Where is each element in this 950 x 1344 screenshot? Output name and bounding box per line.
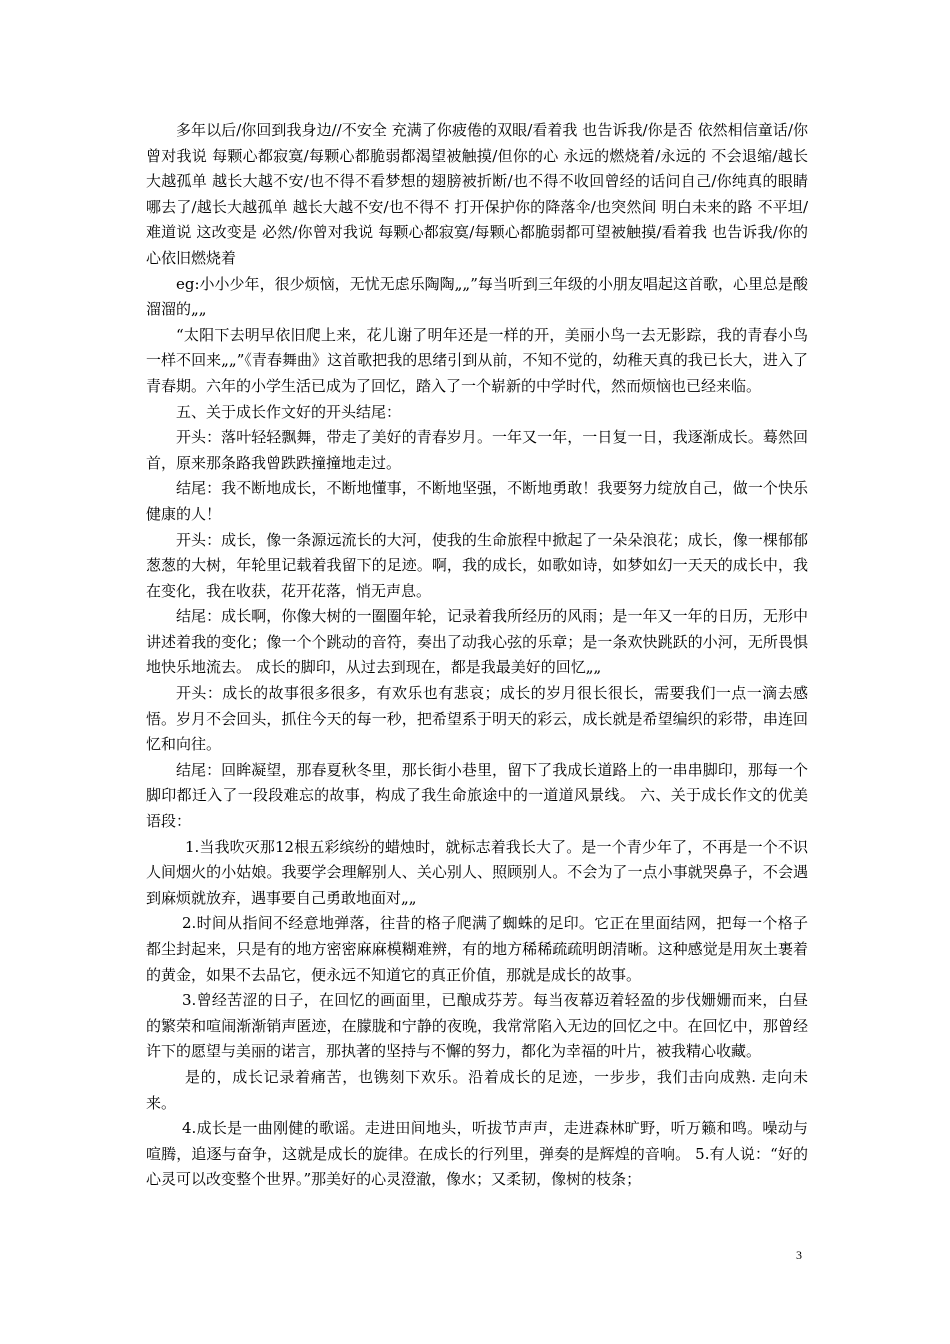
body-text — [146, 118, 808, 1193]
passage-conclusion: 是的，成长记录着痛苦，也镌刻下欢乐。沿着成长的足迹，一步步，我们击向成熟. 走向未来。 — [146, 1067, 808, 1112]
passage-3: 3.曾经苦涩的日子，在回忆的画面里，已酿成芬芳。每当夜幕迈着轻盈的步伐姗姗而来，白昼的繁荣和喧闹渐渐销声匿迹，在朦胧和宁静的夜晚，我常常陷入无边的回忆之中。在回忆中，那曾经许下的愿望与美丽的诺言，那执著的坚持与不懈的努力，都化为幸福的叶片，被我精心收藏。 — [146, 991, 808, 1061]
passage-4-5: 4.成长是一曲刚健的歌谣。走进田间地头，听拔节声声，走进森林旷野，听万籁和鸣。噪动与喧腾，追逐与奋争，这就是成长的旋律。在成长的行列里，弹奏的是辉煌的音响。 5.有人说：“好的心灵可以改变整个世界。”那美好的心灵澄澈，像水；又柔韧，像树的枝条； — [146, 1119, 808, 1189]
paragraph-lyrics: 多年以后/你回到我身边//不安全 充满了你疲倦的双眼/看着我 也告诉我/你是否 依然相信童话/你曾对我说 每颗心都寂寞/每颗心都脆弱都渴望被触摸/但你的心 永远的燃烧着/永远的 不会退缩/越长大越孤单 越长大越不安/也不得不看梦想的翅膀被折断/也不得不收回曾经的话问自己/你纯真的眼睛哪去了/越长大越孤单 越长大越不安/也不得不 打开保护你的降落伞/也突然间 明白未来的路 不平坦/难道说 这改变是 必然/你曾对我说 每颗心都寂寞/每颗心都脆弱都可望被触摸/看着我 也告诉我/你的心依旧燃烧着 — [146, 121, 808, 267]
page-number: 3 — [796, 1248, 802, 1262]
section-heading-five: 五、关于成长作文好的开头结尾： — [176, 402, 402, 421]
paragraph-example: eg:小小少年，很少烦恼，无忧无虑乐陶陶„„”每当听到三年级的小朋友唱起这首歌，心里总是酸溜溜的„„ — [146, 274, 808, 319]
paragraph-opening-2: 开头：成长，像一条源远流长的大河，使我的生命旅程中掀起了一朵朵浪花；成长，像一棵郁郁葱葱的大树，年轮里记载着我留下的足迹。啊，我的成长，如歌如诗，如梦如幻一天天的成长中，我在变化，我在收获，花开花落，悄无声息。 — [146, 530, 808, 600]
paragraph-opening-1: 开头：落叶轻轻飘舞，带走了美好的青春岁月。一年又一年，一日复一日，我逐渐成长。蓦然回首，原来那条路我曾跌跌撞撞地走过。 — [146, 428, 808, 472]
passage-1: 1.当我吹灭那12根五彩缤纷的蜡烛时，就标志着我长大了。是一个青少年了，不再是一个不识人间烟火的小姑娘。我要学会理解别人、关心别人、照顾别人。不会为了一点小事就哭鼻子，不会遇到麻烦就放弃，遇事要自己勇敢地面对„„ — [146, 837, 808, 907]
passage-2: 2.时间从指间不经意地弹落，往昔的格子爬满了蜘蛛的足印。它正在里面结网，把每一个格子都尘封起来，只是有的地方密密麻麻模糊难辨，有的地方稀稀疏疏明朗清晰。这种感觉是用灰土裹着的黄金，如果不去品它，便永远不知道它的真正价值，那就是成长的故事。 — [146, 914, 808, 984]
paragraph-opening-3: 开头：成长的故事很多很多，有欢乐也有悲哀；成长的岁月很长很长，需要我们一点一滴去感悟。岁月不会回头，抓住今天的每一秒，把希望系于明天的彩云，成长就是希望编织的彩带，串连回忆和向往。 — [146, 684, 808, 754]
paragraph-ending-1: 结尾：我不断地成长，不断地懂事，不断地坚强，不断地勇敢！我要努力绽放自己，做一个快乐健康的人！ — [146, 479, 808, 523]
paragraph-quote: “太阳下去明早依旧爬上来，花儿谢了明年还是一样的开，美丽小鸟一去无影踪，我的青春小鸟一样不回来„„”《青春舞曲》这首歌把我的思绪引到从前，不知不觉的，幼稚天真的我已长大，进入了青春期。六年的小学生活已成为了回忆，踏入了一个崭新的中学时代，然而烦恼也已经来临。 — [146, 325, 808, 395]
paragraph-ending-3: 结尾：回眸凝望，那春夏秋冬里，那长街小巷里，留下了我成长道路上的一串串脚印，那每一个脚印都迁入了一段段难忘的故事，构成了我生命旅途中的一道道风景线。 六、关于成长作文的优美语段： — [146, 760, 808, 831]
paragraph-ending-2: 结尾：成长啊，你像大树的一圈圈年轮，记录着我所经历的风雨；是一年又一年的日历，无形中讲述着我的变化；像一个个跳动的音符，奏出了动我心弦的乐章；是一条欢快跳跃的小河，无所畏惧地快乐地流去。 成长的脚印，从过去到现在，都是我最美好的回忆„„ — [146, 607, 808, 677]
